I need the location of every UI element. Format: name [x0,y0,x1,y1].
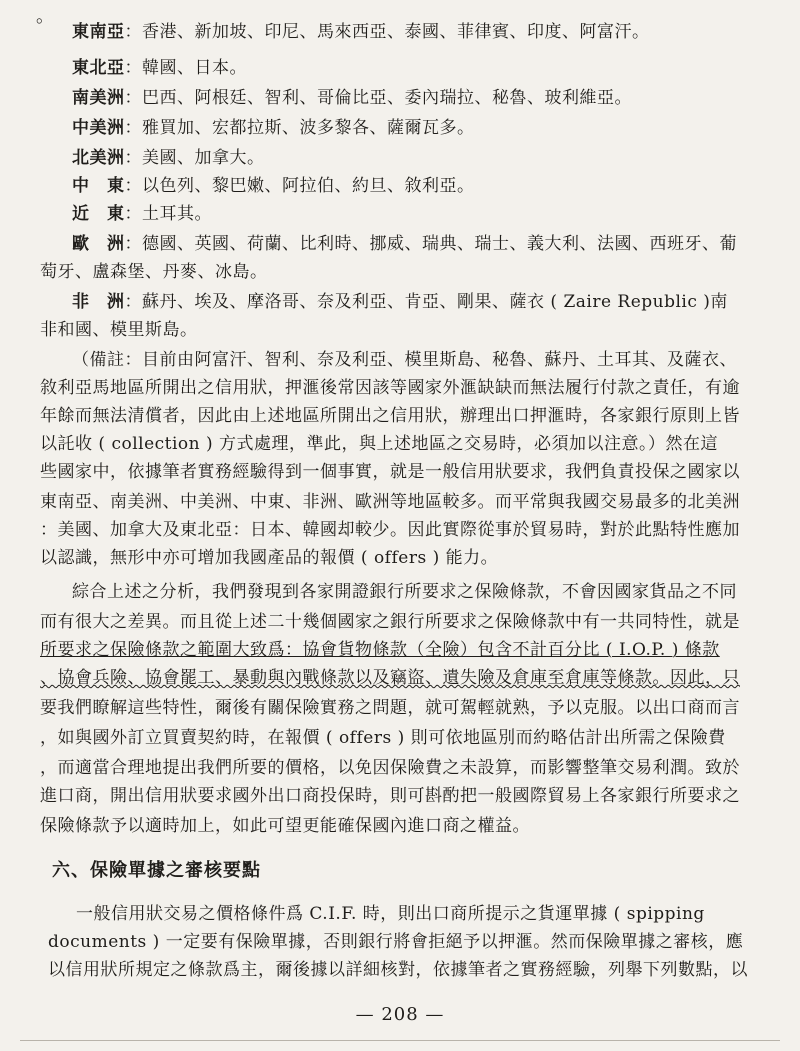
region-countries: 土耳其。 [142,204,212,224]
region-label: 近 東 [72,204,125,224]
paragraph-line-underlined: 、協會兵險、協會罷工、暴動與內戰條款以及竊盜、遺失險及倉庫至倉庫等條款。因此，只 [40,668,740,688]
paragraph-line: （備註：目前由阿富汗、智利、奈及利亞、模里斯島、秘魯、蘇丹、土耳其、及薩衣、 [72,350,737,370]
region-row: 南美洲：巴西、阿根廷、智利、哥倫比亞、委內瑞拉、秘魯、玻利維亞。 [72,88,632,108]
paragraph-line: 保險條款予以適時加上，如此可望更能確保國內進口商之權益。 [40,816,530,836]
region-countries: 以色列、黎巴嫩、阿拉伯、約旦、敘利亞。 [142,176,475,196]
region-label: 中美洲 [72,118,125,138]
region-label: 中 東 [72,176,125,196]
paragraph-line: 進口商，開出信用狀要求國外出口商投保時，則可斟酌把一般國際貿易上各家銀行所要求之 [40,786,740,806]
paragraph-line: 而有很大之差異。而且從上述二十幾個國家之銀行所要求之保險條款中有一共同特性，就是 [40,612,740,632]
region-countries: 巴西、阿根廷、智利、哥倫比亞、委內瑞拉、秘魯、玻利維亞。 [142,88,632,108]
paragraph-line: 以認識，無形中亦可增加我國產品的報價 ( offers ) 能力。 [40,548,499,568]
region-countries: 香港、新加坡、印尼、馬來西亞、泰國、菲律賓、印度、阿富汗。 [142,22,650,42]
paragraph-line: ，如與國外訂立買賣契約時，在報價 ( offers ) 則可依地區別而約略估計出所需之保險費 [40,728,726,748]
paragraph-line: 要我們瞭解這些特性，爾後有關保險實務之問題，就可駕輕就熟，予以克服。以出口商而言 [40,698,740,718]
paragraph-line: ：美國、加拿大及東北亞：日本、韓國却較少。因此實際從事於貿易時，對於此點特性應加 [40,520,740,540]
region-label: 東北亞 [72,58,125,78]
region-row: 北美洲：美國、加拿大。 [72,148,265,168]
paragraph-line: 年餘而無法清償者，因此由上述地區所開出之信用狀，辦理出口押滙時，各家銀行原則上皆 [40,406,740,426]
region-countries: 蘇丹、埃及、摩洛哥、奈及利亞、肯亞、剛果、薩衣 ( Zaire Republic )南 [142,292,728,312]
region-continuation: 非和國、模里斯島。 [40,320,198,340]
region-label: 東南亞 [72,22,125,42]
region-label: 歐 洲 [72,234,125,254]
region-label: 南美洲 [72,88,125,108]
paragraph-line: ，而適當合理地提出我們所要的價格，以免因保險費之未設算，而影響整筆交易利潤。致於 [40,758,740,778]
region-countries: 美國、加拿大。 [142,148,265,168]
region-continuation: 萄牙、盧森堡、丹麥、冰島。 [40,262,268,282]
paragraph-line: 東南亞、南美洲、中美洲、中東、非洲、歐洲等地區較多。而平常與我國交易最多的北美洲 [40,492,740,512]
region-countries: 德國、英國、荷蘭、比利時、挪威、瑞典、瑞士、義大利、法國、西班牙、葡 [142,234,737,254]
paragraph-line: 一般信用狀交易之價格條件爲 C.I.F. 時，則出口商所提示之貨運單據 ( spipping [76,904,705,924]
paragraph-line: documents ) 一定要有保險單據，否則銀行將會拒絕予以押滙。然而保險單據之審核，應 [48,932,744,952]
region-row: 中 東：以色列、黎巴嫩、阿拉伯、約旦、敘利亞。 [72,176,475,196]
paragraph-line: 以信用狀所規定之條款爲主，爾後據以詳細核對，依據筆者之實務經驗，列舉下列數點，以 [48,960,748,980]
paragraph-line: 敘利亞馬地區所開出之信用狀，押滙後常因該等國家外滙缺缺而無法履行付款之責任，有逾 [40,378,740,398]
region-label: 北美洲 [72,148,125,168]
paragraph-line: 些國家中，依據筆者實務經驗得到一個事實，就是一般信用狀要求，我們負責投保之國家以 [40,462,740,482]
region-label: 非 洲 [72,292,125,312]
region-row: 東北亞：韓國、日本。 [72,58,247,78]
region-countries: 韓國、日本。 [142,58,247,78]
section-heading: 六、保險單據之審核要點 [52,860,261,881]
paragraph-line: 綜合上述之分析，我們發現到各家開證銀行所要求之保險條款，不會因國家貨品之不同 [72,582,737,602]
region-row: 中美洲：雅買加、宏都拉斯、波多黎各、薩爾瓦多。 [72,118,475,138]
paragraph-line: 以託收 ( collection ) 方式處理，準此，與上述地區之交易時，必須加以注意。）然在這 [40,434,719,454]
region-row: 東南亞：香港、新加坡、印尼、馬來西亞、泰國、菲律賓、印度、阿富汗。 [72,22,650,42]
bottom-rule [20,1040,780,1041]
page-number: — 208 — [355,1004,445,1025]
region-row: 近 東：土耳其。 [72,204,212,224]
region-row: 非 洲：蘇丹、埃及、摩洛哥、奈及利亞、肯亞、剛果、薩衣 ( Zaire Republic )南 [72,292,728,312]
paragraph-line-underlined: 所要求之保險條款之範圍大致爲：協會貨物條款（全險）包含不計百分比 ( I.O.P. ) 條款 [40,640,720,660]
region-countries: 雅買加、宏都拉斯、波多黎各、薩爾瓦多。 [142,118,475,138]
top-mark: 。 [36,6,54,27]
region-row: 歐 洲：德國、英國、荷蘭、比利時、挪威、瑞典、瑞士、義大利、法國、西班牙、葡 [72,234,737,254]
